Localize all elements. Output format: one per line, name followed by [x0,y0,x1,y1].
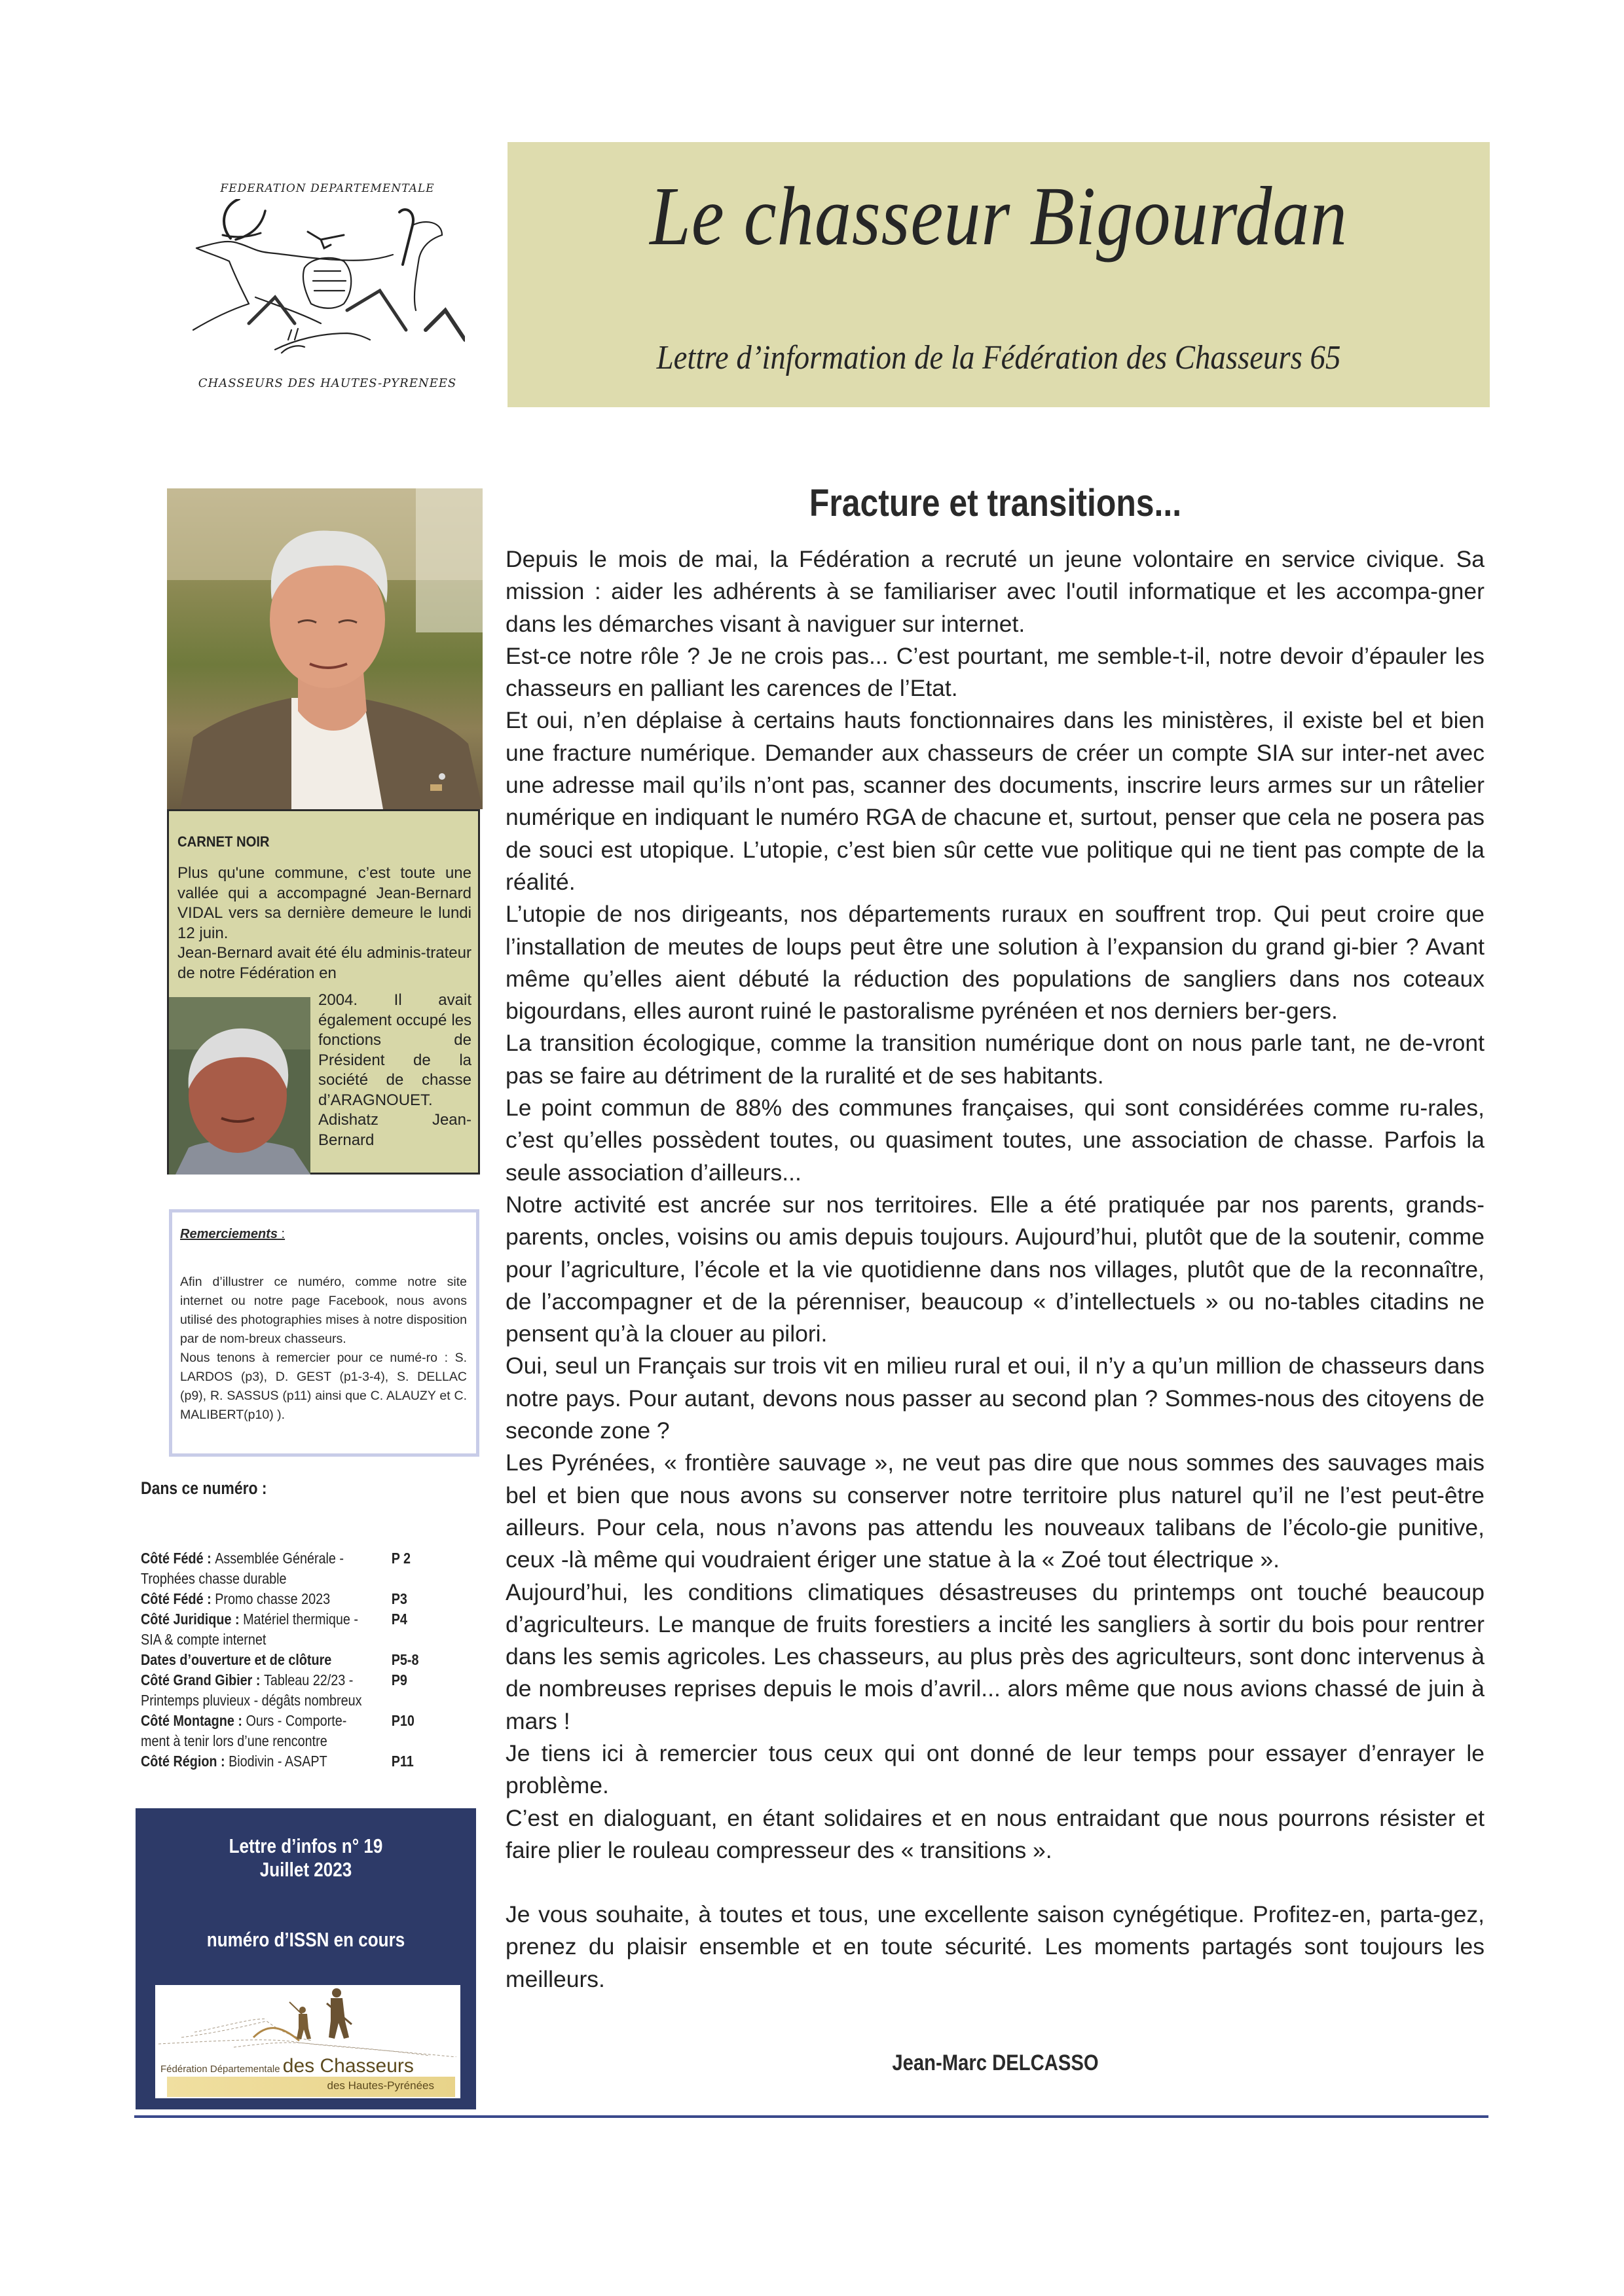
toc-item-continuation: Printemps pluvieux - dégâts nombreux [141,1692,362,1709]
article-paragraph: C’est en dialoguant, en étant solidaires et en nous entraidant que nous pourrons résister et faire plier le rouleau compresseur des « transitions ». [506,1804,1485,1863]
obituary-paragraph: 2004. Il avait également occupé les fonctions de Président de la société de chasse d’ARAGNOUET. [318,991,471,1109]
paragraph-spacer [506,1867,1485,1899]
article-paragraph: Je tiens ici à remercier tous ceux qui ont donné de leur temps pour essayer d’enrayer le problème. [506,1740,1485,1799]
newsletter-subtitle: Lettre d’information de la Fédération des Chasseurs 65 [656,339,1341,376]
acknowledgements-paragraph: Nous tenons à remercier pour ce numé-ro : S. LARDOS (p3), D. GEST (p1-3-4), S. DELLAC (p9), R. SASSUS (p11) ainsi que C. ALAUZY et C. MALIBERT(p10) ). [180,1351,467,1422]
toc-item-separator: : [217,1753,229,1770]
deceased-portrait-illustration [169,997,310,1175]
toc-item-separator: : [203,1590,215,1607]
toc-item-section: Côté Grand Gibier [141,1671,253,1688]
obituary-paragraph: Jean-Bernard avait été élu adminis-trateur de notre Fédération en [177,944,471,982]
toc-item-continuation: SIA & compte internet [141,1631,267,1648]
toc-item-label [141,1753,327,1770]
toc-item-topic: Assemblée Générale - [215,1550,344,1567]
acknowledgements-paragraph: Afin d’illustrer ce numéro, comme notre site internet ou notre page Facebook, nous avons utilisé des photographies mises à notre disposition par de nom-breux chasseurs. [180,1275,467,1346]
toc-item-page: P4 [391,1611,407,1628]
toc-item [141,1670,481,1711]
fdc65-logo [155,1985,460,2098]
obituary-text-top [177,864,471,983]
toc-item-page: P9 [391,1671,407,1688]
acknowledgements-title-colon: : [277,1227,286,1241]
toc-item-page: P10 [391,1712,415,1729]
cave-painting-animals-illustration [190,199,465,369]
toc-item-separator: : [231,1611,244,1628]
fdc-logo-region: des Hautes-Pyrénées [327,2079,434,2092]
toc-item [141,1751,481,1772]
masthead-banner [507,142,1490,407]
article-paragraph: Depuis le mois de mai, la Fédération a recruté un jeune volontaire en service civique. Sa mission : aider les adhérents à se familiariser avec l'outil informatique et les accompa-gner dans les démarches visant à naviguer sur internet. [506,546,1485,637]
toc-item-section: Côté Région [141,1753,217,1770]
article-body [506,543,1485,1995]
toc-item-topic: Matériel thermique - [243,1611,358,1628]
toc-item-section: Côté Juridique [141,1611,232,1628]
acknowledgements-box [169,1209,479,1457]
toc-item-section: Côté Montagne [141,1712,234,1729]
article-paragraph: La transition écologique, comme la transition numérique dont on nous parle tant, ne de-vront pas se faire au détriment de la ruralité et de ses habitants. [506,1030,1485,1089]
toc-item-topic: Biodivin - ASAPT [229,1753,327,1770]
toc-item-separator: : [234,1712,246,1729]
fdc-logo-name [160,2055,414,2077]
portrait-illustration [167,488,483,809]
author-signature: Jean-Marc DELCASSO [892,2050,1099,2075]
toc-item-separator: : [252,1671,264,1688]
toc-item-page: P 2 [391,1550,411,1567]
toc-item-page: P11 [391,1753,414,1770]
issue-info-box [136,1808,476,2109]
article-paragraph: L’utopie de nos dirigeants, nos départements ruraux en souffrent trop. Qui peut croire que l’installation de meutes de loups peut être une solution à l’expansion du grand gi-bier ? Avant même qu’elles aient débuté la réduction des populations de sangliers dans nos coteaux bigourdans, elles auront ruiné le pastoralisme pyrénéen et nos derniers ber-gers. [506,901,1485,1025]
issue-date: Juillet 2023 [259,1858,352,1881]
acknowledgements-title-text: Remerciements [180,1227,278,1241]
toc-item-continuation: ment à tenir lors d’une rencontre [141,1732,327,1749]
article-paragraph: Est-ce notre rôle ? Je ne crois pas... C’est pourtant, me semble-t-il, notre devoir d’épauler les chasseurs en palliant les carences de l’Etat. [506,642,1485,702]
toc-title: Dans ce numéro : [141,1478,267,1498]
toc-item-label [141,1611,358,1628]
toc-item-label [141,1651,331,1668]
toc-item-section: Dates d’ouverture et de clôture [141,1651,332,1668]
issue-number: Lettre d’infos n° 19 [229,1834,383,1857]
logo-bottom-text: CHASSEURS DES HAUTES-PYRENEES [198,376,457,390]
hunters-silhouette-icon [155,1985,460,2057]
toc-item-continuation: Trophées chasse durable [141,1570,287,1587]
toc-list [141,1548,481,1772]
acknowledgements-text [180,1273,467,1425]
logo-top-text: FEDERATION DEPARTEMENTALE [220,182,435,195]
toc-item-section: Côté Fédé [141,1590,204,1607]
article-paragraph: Oui, seul un Français sur trois vit en milieu rural et oui, il n’y a qu’un million de chasseurs dans notre pays. Pour autant, devons nous passer au second plan ? Sommes-nous des citoyens de seconde zone ? [506,1353,1485,1444]
deceased-portrait-photo [169,997,310,1175]
obituary-text-side [318,991,471,1150]
toc-item [141,1650,481,1670]
table-of-contents [141,1478,481,1770]
toc-item-separator: : [203,1550,215,1567]
fdc-logo-name-big: des Chasseurs [282,2055,414,2077]
toc-item-label [141,1590,330,1607]
federation-logo [190,175,465,392]
article-paragraph: Notre activité est ancrée sur nos territoires. Elle a été pratiquée par nos parents, grands-parents, oncles, voisins ou amis depuis toujours. Aujourd’hui, plutôt que de la soutenir, comme pour l’agriculture, l’école et la vie quotidienne dans nos villages, plutôt que de la reconnaître, de l’accompagner et de la pérenniser, beaucoup « d’intellectuels » ou no-tables citadins ne pensent qu’à la clouer au pilori. [506,1191,1485,1347]
bottom-divider [134,2115,1488,2118]
obituary-box [167,809,480,1175]
toc-item-page: P5-8 [391,1651,419,1668]
article-paragraph: Les Pyrénées, « frontière sauvage », ne veut pas dire que nous sommes des sauvages mais bel et bien que nous avons su conserver notre territoire plus naturel qu’il ne l’est peut-être ailleurs. Pour cela, nous n’avons pas attendu les nouveaux talibans de l’écolo-gie punitive, ceux -là même qui voudraient ériger une statue à la « Zoé tout électrique ». [506,1449,1485,1573]
toc-item [141,1548,481,1589]
fdc-logo-name-small: Fédération Départementale [160,2064,283,2075]
article-title: Fracture et transitions... [809,482,1182,524]
toc-item-topic: Promo chasse 2023 [215,1590,331,1607]
obituary-paragraph: Plus qu'une commune, c’est toute une vallée qui a accompagné Jean-Bernard VIDAL vers sa dernière demeure le lundi 12 juin. [177,864,471,942]
toc-item-page: P3 [391,1590,407,1607]
issn-status: numéro d’ISSN en cours [206,1928,405,1951]
article-closing: Je vous souhaite, à toutes et tous, une excellente saison cynégétique. Profitez-en, parta-gez, prenez du plaisir ensemble et en toute sécurité. Les moments partagés sont toujours les meilleurs. [506,1901,1485,1992]
toc-item-label [141,1712,346,1729]
obituary-title: CARNET NOIR [177,833,270,850]
obituary-paragraph: Adishatz Jean-Bernard [318,1111,471,1149]
toc-item-topic: Ours - Comporte- [246,1712,347,1729]
newsletter-title: Le chasseur Bigourdan [650,170,1348,263]
toc-item-label [141,1671,353,1688]
article-paragraph: Aujourd’hui, les conditions climatiques désastreuses du printemps ont touché beaucoup d’agriculteurs. Le manque de fruits forestiers a incité les sangliers à sortir du bois pour rentrer dans les semis agricoles. Les chasseurs, au plus près des agriculteurs, sont donc intervenus à de nombreuses reprises depuis le mois d’avril... alors même que nous avions chassé de juin à mars ! [506,1578,1485,1734]
toc-item [141,1711,481,1751]
president-portrait-photo [167,488,483,809]
toc-item-topic: Tableau 22/23 - [263,1671,354,1688]
article-paragraph: Le point commun de 88% des communes françaises, qui sont considérées comme ru-rales, c’est qu’elles possèdent toutes, ou quasiment toutes, une association de chasse. Parfois la seule association d’ailleurs... [506,1095,1485,1186]
toc-item-section: Côté Fédé [141,1550,204,1567]
toc-item [141,1609,481,1650]
toc-item-label [141,1550,344,1567]
article-paragraph: Et oui, n’en déplaise à certains hauts fonctionnaires dans les ministères, il existe bel et bien une fracture numérique. Demander aux chasseurs de créer un compte SIA sur inter-net avec une adresse mail qu’ils n’ont pas, scanner des documents, inscrire leurs armes sur un râtelier numérique en indiquant le numéro RGA de chacune et, surtout, penser que cela ne posera pas de souci est utopique. L’utopie, c’est bien sûr cette vue politique qui ne tient pas compte de la réalité. [506,707,1485,895]
toc-item [141,1589,481,1609]
acknowledgements-title [180,1227,285,1242]
